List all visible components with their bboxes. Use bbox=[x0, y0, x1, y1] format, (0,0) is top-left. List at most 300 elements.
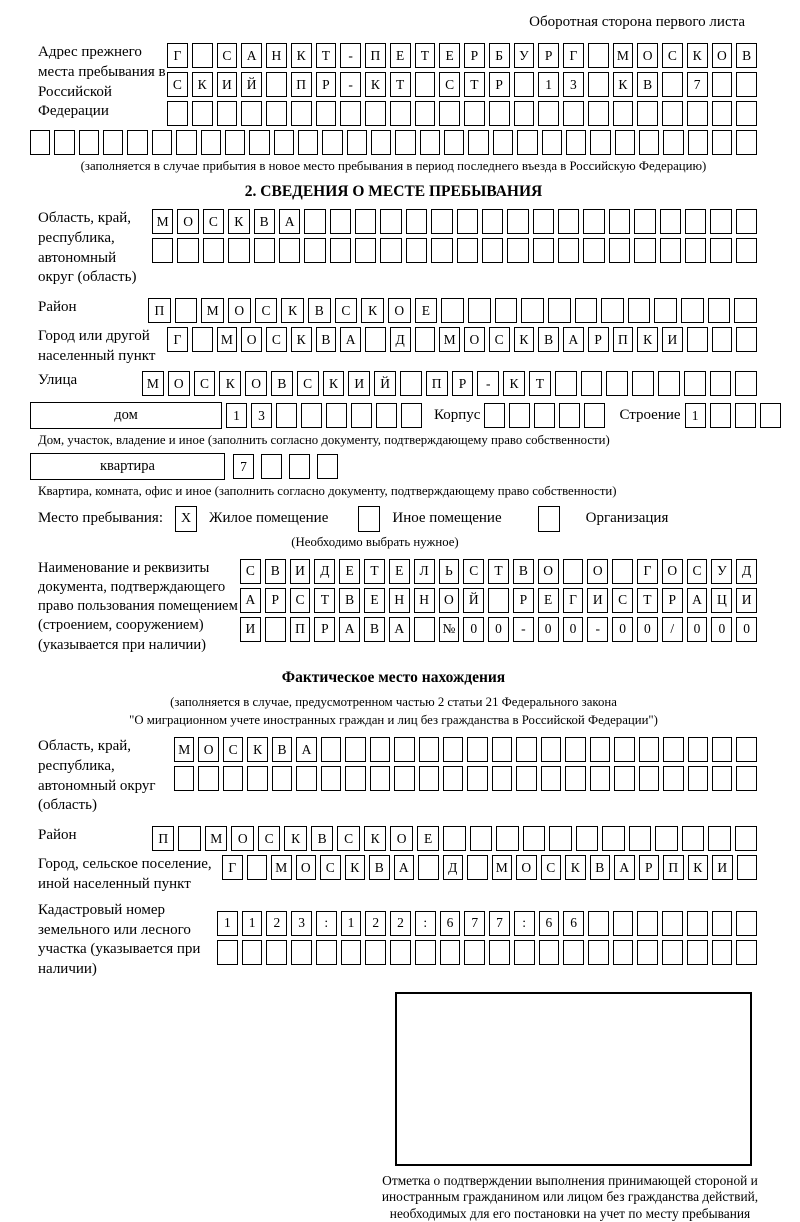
grid-cell[interactable] bbox=[482, 238, 503, 263]
grid-cell[interactable] bbox=[304, 209, 325, 234]
grid-cell[interactable] bbox=[736, 327, 757, 352]
grid-cell[interactable] bbox=[613, 911, 634, 936]
grid-cell[interactable] bbox=[201, 130, 221, 155]
grid-cell[interactable] bbox=[563, 940, 584, 965]
grid-cell[interactable]: - bbox=[340, 72, 361, 97]
grid-cell[interactable] bbox=[688, 130, 708, 155]
grid-cell[interactable]: О bbox=[464, 327, 485, 352]
grid-cell[interactable]: П bbox=[290, 617, 311, 642]
grid-cell[interactable]: 1 bbox=[538, 72, 559, 97]
grid-cell[interactable]: 0 bbox=[563, 617, 584, 642]
grid-cell[interactable] bbox=[734, 298, 757, 323]
grid-cell[interactable] bbox=[341, 940, 362, 965]
grid-cell[interactable] bbox=[542, 130, 562, 155]
grid-cell[interactable] bbox=[365, 940, 386, 965]
grid-cell[interactable]: С bbox=[337, 826, 359, 851]
grid-cell[interactable] bbox=[457, 209, 478, 234]
grid-cell[interactable]: М bbox=[271, 855, 292, 880]
grid-cell[interactable] bbox=[355, 209, 376, 234]
grid-cell[interactable]: К bbox=[284, 826, 306, 851]
grid-cell[interactable]: С bbox=[463, 559, 484, 584]
grid-cell[interactable] bbox=[736, 238, 757, 263]
grid-cell[interactable] bbox=[514, 101, 535, 126]
grid-cell[interactable]: Г bbox=[563, 43, 584, 68]
grid-cell[interactable]: К bbox=[219, 371, 241, 396]
grid-cell[interactable] bbox=[601, 298, 624, 323]
grid-cell[interactable]: О bbox=[439, 588, 460, 613]
grid-cell[interactable] bbox=[418, 855, 439, 880]
grid-cell[interactable]: Е bbox=[389, 559, 410, 584]
grid-cell[interactable] bbox=[395, 130, 415, 155]
grid-cell[interactable]: К bbox=[565, 855, 586, 880]
grid-cell[interactable]: Т bbox=[314, 588, 335, 613]
grid-cell[interactable] bbox=[712, 130, 732, 155]
grid-cell[interactable] bbox=[400, 371, 422, 396]
grid-cell[interactable]: У bbox=[711, 559, 732, 584]
grid-cell[interactable] bbox=[198, 766, 218, 791]
grid-cell[interactable]: : bbox=[316, 911, 337, 936]
grid-cell[interactable] bbox=[660, 238, 681, 263]
grid-cell[interactable] bbox=[609, 209, 630, 234]
grid-cell[interactable]: К bbox=[637, 327, 658, 352]
grid-cell[interactable]: А bbox=[296, 737, 316, 762]
grid-cell[interactable]: Д bbox=[736, 559, 757, 584]
grid-cell[interactable]: М bbox=[152, 209, 173, 234]
grid-cell[interactable] bbox=[736, 940, 757, 965]
grid-cell[interactable] bbox=[439, 101, 460, 126]
grid-cell[interactable] bbox=[637, 940, 658, 965]
grid-cell[interactable]: П bbox=[148, 298, 171, 323]
grid-cell[interactable]: 1 bbox=[685, 403, 706, 428]
grid-cell[interactable]: М bbox=[613, 43, 634, 68]
grid-cell[interactable] bbox=[563, 101, 584, 126]
grid-cell[interactable]: - bbox=[477, 371, 499, 396]
grid-cell[interactable]: В bbox=[265, 559, 286, 584]
grid-cell[interactable] bbox=[736, 130, 756, 155]
grid-cell[interactable]: И bbox=[240, 617, 261, 642]
grid-cell[interactable] bbox=[272, 766, 292, 791]
grid-cell[interactable]: И bbox=[217, 72, 238, 97]
grid-cell[interactable] bbox=[737, 855, 758, 880]
grid-cell[interactable] bbox=[614, 766, 634, 791]
grid-cell[interactable] bbox=[514, 940, 535, 965]
grid-cell[interactable]: 2 bbox=[390, 911, 411, 936]
grid-cell[interactable] bbox=[276, 403, 297, 428]
grid-cell[interactable]: А bbox=[389, 617, 410, 642]
grid-cell[interactable]: 0 bbox=[538, 617, 559, 642]
grid-cell[interactable]: Т bbox=[316, 43, 337, 68]
grid-cell[interactable] bbox=[103, 130, 123, 155]
grid-cell[interactable]: Н bbox=[414, 588, 435, 613]
grid-cell[interactable]: С bbox=[290, 588, 311, 613]
grid-cell[interactable]: И bbox=[662, 327, 683, 352]
grid-cell[interactable] bbox=[347, 130, 367, 155]
grid-cell[interactable]: О bbox=[231, 826, 253, 851]
grid-cell[interactable]: И bbox=[736, 588, 757, 613]
grid-cell[interactable] bbox=[588, 101, 609, 126]
grid-cell[interactable]: О bbox=[587, 559, 608, 584]
grid-cell[interactable] bbox=[687, 101, 708, 126]
grid-cell[interactable]: П bbox=[613, 327, 634, 352]
grid-cell[interactable] bbox=[365, 101, 386, 126]
grid-cell[interactable] bbox=[710, 209, 731, 234]
grid-cell[interactable]: Г bbox=[167, 327, 188, 352]
grid-cell[interactable]: С bbox=[489, 327, 510, 352]
grid-cell[interactable]: С bbox=[662, 43, 683, 68]
grid-cell[interactable] bbox=[242, 940, 263, 965]
grid-cell[interactable] bbox=[602, 826, 624, 851]
grid-cell[interactable]: К bbox=[613, 72, 634, 97]
grid-cell[interactable]: О bbox=[168, 371, 190, 396]
grid-cell[interactable]: С bbox=[223, 737, 243, 762]
grid-cell[interactable] bbox=[523, 826, 545, 851]
grid-cell[interactable] bbox=[127, 130, 147, 155]
grid-cell[interactable]: Р bbox=[316, 72, 337, 97]
grid-cell[interactable] bbox=[637, 911, 658, 936]
grid-cell[interactable]: Т bbox=[488, 559, 509, 584]
grid-cell[interactable] bbox=[613, 101, 634, 126]
grid-cell[interactable] bbox=[415, 327, 436, 352]
grid-cell[interactable] bbox=[558, 238, 579, 263]
grid-cell[interactable] bbox=[380, 238, 401, 263]
grid-cell[interactable]: Л bbox=[414, 559, 435, 584]
grid-cell[interactable]: В bbox=[736, 43, 757, 68]
grid-cell[interactable] bbox=[203, 238, 224, 263]
grid-cell[interactable]: К bbox=[361, 298, 384, 323]
grid-cell[interactable]: 0 bbox=[488, 617, 509, 642]
grid-cell[interactable]: - bbox=[587, 617, 608, 642]
grid-cell[interactable] bbox=[370, 737, 390, 762]
grid-cell[interactable]: Н bbox=[266, 43, 287, 68]
grid-cell[interactable] bbox=[406, 209, 427, 234]
grid-cell[interactable]: 0 bbox=[637, 617, 658, 642]
grid-cell[interactable] bbox=[682, 826, 704, 851]
grid-cell[interactable]: Г bbox=[222, 855, 243, 880]
grid-cell[interactable] bbox=[548, 298, 571, 323]
grid-cell[interactable] bbox=[710, 403, 731, 428]
grid-cell[interactable]: Е bbox=[364, 588, 385, 613]
checkbox-zhiloe[interactable]: X bbox=[175, 506, 197, 532]
grid-cell[interactable]: А bbox=[279, 209, 300, 234]
grid-cell[interactable] bbox=[415, 101, 436, 126]
grid-cell[interactable] bbox=[390, 101, 411, 126]
grid-cell[interactable]: К bbox=[291, 327, 312, 352]
grid-cell[interactable]: А bbox=[394, 855, 415, 880]
grid-cell[interactable]: 1 bbox=[341, 911, 362, 936]
grid-cell[interactable] bbox=[639, 130, 659, 155]
grid-cell[interactable] bbox=[440, 940, 461, 965]
grid-cell[interactable] bbox=[710, 371, 732, 396]
grid-cell[interactable] bbox=[662, 940, 683, 965]
grid-cell[interactable]: 7 bbox=[233, 454, 254, 479]
grid-cell[interactable] bbox=[431, 209, 452, 234]
grid-cell[interactable] bbox=[30, 130, 50, 155]
grid-cell[interactable]: К bbox=[323, 371, 345, 396]
grid-cell[interactable]: П bbox=[291, 72, 312, 97]
grid-cell[interactable]: 3 bbox=[251, 403, 272, 428]
grid-cell[interactable]: К bbox=[192, 72, 213, 97]
grid-cell[interactable] bbox=[254, 238, 275, 263]
grid-cell[interactable] bbox=[521, 298, 544, 323]
grid-cell[interactable]: : bbox=[514, 911, 535, 936]
grid-cell[interactable]: О bbox=[228, 298, 251, 323]
grid-cell[interactable] bbox=[495, 298, 518, 323]
grid-cell[interactable] bbox=[489, 101, 510, 126]
grid-cell[interactable]: М bbox=[142, 371, 164, 396]
grid-cell[interactable]: К bbox=[514, 327, 535, 352]
grid-cell[interactable] bbox=[588, 940, 609, 965]
grid-cell[interactable]: В bbox=[311, 826, 333, 851]
grid-cell[interactable]: Р bbox=[662, 588, 683, 613]
grid-cell[interactable]: Т bbox=[364, 559, 385, 584]
grid-cell[interactable]: Б bbox=[489, 43, 510, 68]
grid-cell[interactable] bbox=[712, 327, 733, 352]
grid-cell[interactable]: О bbox=[712, 43, 733, 68]
grid-cell[interactable]: О bbox=[516, 855, 537, 880]
grid-cell[interactable] bbox=[685, 209, 706, 234]
grid-cell[interactable]: О bbox=[241, 327, 262, 352]
grid-cell[interactable]: Т bbox=[529, 371, 551, 396]
grid-cell[interactable]: А bbox=[240, 588, 261, 613]
grid-cell[interactable]: О bbox=[177, 209, 198, 234]
grid-cell[interactable] bbox=[612, 559, 633, 584]
checkbox-organizatsiya[interactable] bbox=[538, 506, 560, 532]
grid-cell[interactable] bbox=[684, 371, 706, 396]
grid-cell[interactable]: Е bbox=[390, 43, 411, 68]
grid-cell[interactable] bbox=[406, 238, 427, 263]
grid-cell[interactable] bbox=[322, 130, 342, 155]
grid-cell[interactable]: Н bbox=[389, 588, 410, 613]
grid-cell[interactable]: О bbox=[637, 43, 658, 68]
grid-cell[interactable] bbox=[301, 403, 322, 428]
grid-cell[interactable]: В bbox=[590, 855, 611, 880]
grid-cell[interactable] bbox=[176, 130, 196, 155]
grid-cell[interactable]: 3 bbox=[563, 72, 584, 97]
grid-cell[interactable]: А bbox=[339, 617, 360, 642]
grid-cell[interactable] bbox=[223, 766, 243, 791]
grid-cell[interactable] bbox=[457, 238, 478, 263]
grid-cell[interactable] bbox=[467, 855, 488, 880]
grid-cell[interactable] bbox=[401, 403, 422, 428]
grid-cell[interactable] bbox=[735, 403, 756, 428]
grid-cell[interactable]: Г bbox=[563, 588, 584, 613]
grid-cell[interactable]: В bbox=[637, 72, 658, 97]
grid-cell[interactable]: Р bbox=[314, 617, 335, 642]
grid-cell[interactable]: В bbox=[254, 209, 275, 234]
grid-cell[interactable] bbox=[79, 130, 99, 155]
grid-cell[interactable] bbox=[174, 766, 194, 791]
grid-cell[interactable] bbox=[736, 766, 756, 791]
grid-cell[interactable] bbox=[443, 737, 463, 762]
grid-cell[interactable]: 0 bbox=[711, 617, 732, 642]
grid-cell[interactable]: - bbox=[340, 43, 361, 68]
grid-cell[interactable] bbox=[467, 737, 487, 762]
grid-cell[interactable] bbox=[565, 766, 585, 791]
grid-cell[interactable] bbox=[351, 403, 372, 428]
grid-cell[interactable] bbox=[712, 72, 733, 97]
grid-cell[interactable] bbox=[321, 766, 341, 791]
grid-cell[interactable] bbox=[241, 101, 262, 126]
checkbox-inoe[interactable] bbox=[358, 506, 380, 532]
grid-cell[interactable] bbox=[654, 298, 677, 323]
grid-cell[interactable]: К bbox=[281, 298, 304, 323]
grid-cell[interactable]: А bbox=[614, 855, 635, 880]
grid-cell[interactable]: Р bbox=[538, 43, 559, 68]
grid-cell[interactable]: Р bbox=[513, 588, 534, 613]
grid-cell[interactable] bbox=[609, 238, 630, 263]
grid-cell[interactable] bbox=[345, 737, 365, 762]
grid-cell[interactable] bbox=[663, 737, 683, 762]
grid-cell[interactable]: О bbox=[538, 559, 559, 584]
grid-cell[interactable]: Р bbox=[464, 43, 485, 68]
grid-cell[interactable] bbox=[712, 766, 732, 791]
grid-cell[interactable] bbox=[516, 766, 536, 791]
grid-cell[interactable] bbox=[710, 238, 731, 263]
grid-cell[interactable]: Р bbox=[452, 371, 474, 396]
grid-cell[interactable] bbox=[289, 454, 310, 479]
grid-cell[interactable] bbox=[588, 911, 609, 936]
grid-cell[interactable]: И bbox=[587, 588, 608, 613]
grid-cell[interactable]: Т bbox=[390, 72, 411, 97]
grid-cell[interactable]: К bbox=[291, 43, 312, 68]
grid-cell[interactable] bbox=[415, 72, 436, 97]
grid-cell[interactable]: В bbox=[513, 559, 534, 584]
grid-cell[interactable] bbox=[639, 766, 659, 791]
grid-cell[interactable]: В bbox=[308, 298, 331, 323]
grid-cell[interactable] bbox=[584, 403, 605, 428]
grid-cell[interactable] bbox=[192, 101, 213, 126]
grid-cell[interactable]: А bbox=[563, 327, 584, 352]
grid-cell[interactable]: М bbox=[201, 298, 224, 323]
grid-cell[interactable] bbox=[613, 940, 634, 965]
grid-cell[interactable] bbox=[514, 72, 535, 97]
grid-cell[interactable] bbox=[443, 766, 463, 791]
grid-cell[interactable] bbox=[629, 826, 651, 851]
grid-cell[interactable]: В bbox=[316, 327, 337, 352]
grid-cell[interactable]: К bbox=[365, 72, 386, 97]
grid-cell[interactable]: Д bbox=[314, 559, 335, 584]
grid-cell[interactable]: П bbox=[663, 855, 684, 880]
grid-cell[interactable]: С bbox=[258, 826, 280, 851]
grid-cell[interactable]: В bbox=[364, 617, 385, 642]
grid-cell[interactable] bbox=[415, 940, 436, 965]
grid-cell[interactable]: - bbox=[513, 617, 534, 642]
grid-cell[interactable] bbox=[365, 327, 386, 352]
grid-cell[interactable]: Т bbox=[415, 43, 436, 68]
grid-cell[interactable] bbox=[330, 209, 351, 234]
grid-cell[interactable] bbox=[345, 766, 365, 791]
grid-cell[interactable] bbox=[316, 101, 337, 126]
grid-cell[interactable]: 2 bbox=[365, 911, 386, 936]
grid-cell[interactable]: 0 bbox=[612, 617, 633, 642]
grid-cell[interactable]: М bbox=[217, 327, 238, 352]
grid-cell[interactable] bbox=[468, 298, 491, 323]
grid-cell[interactable] bbox=[492, 766, 512, 791]
grid-cell[interactable]: Й bbox=[241, 72, 262, 97]
grid-cell[interactable] bbox=[464, 940, 485, 965]
grid-cell[interactable] bbox=[493, 130, 513, 155]
grid-cell[interactable] bbox=[516, 737, 536, 762]
grid-cell[interactable] bbox=[330, 238, 351, 263]
grid-cell[interactable] bbox=[637, 101, 658, 126]
grid-cell[interactable] bbox=[662, 101, 683, 126]
grid-cell[interactable]: 7 bbox=[464, 911, 485, 936]
grid-cell[interactable]: П bbox=[152, 826, 174, 851]
grid-cell[interactable] bbox=[712, 101, 733, 126]
grid-cell[interactable] bbox=[266, 940, 287, 965]
grid-cell[interactable]: Р bbox=[265, 588, 286, 613]
grid-cell[interactable]: В bbox=[272, 737, 292, 762]
grid-cell[interactable] bbox=[178, 826, 200, 851]
grid-cell[interactable] bbox=[736, 72, 757, 97]
grid-cell[interactable] bbox=[658, 371, 680, 396]
grid-cell[interactable] bbox=[760, 403, 781, 428]
grid-cell[interactable] bbox=[687, 327, 708, 352]
grid-cell[interactable] bbox=[614, 737, 634, 762]
grid-cell[interactable] bbox=[507, 209, 528, 234]
grid-cell[interactable]: С bbox=[266, 327, 287, 352]
grid-cell[interactable]: И bbox=[712, 855, 733, 880]
grid-cell[interactable] bbox=[228, 238, 249, 263]
grid-cell[interactable] bbox=[175, 298, 198, 323]
grid-cell[interactable] bbox=[563, 559, 584, 584]
grid-cell[interactable]: 1 bbox=[242, 911, 263, 936]
grid-cell[interactable] bbox=[736, 209, 757, 234]
grid-cell[interactable] bbox=[590, 766, 610, 791]
grid-cell[interactable] bbox=[370, 766, 390, 791]
grid-cell[interactable] bbox=[321, 737, 341, 762]
grid-cell[interactable] bbox=[575, 298, 598, 323]
grid-cell[interactable]: К bbox=[503, 371, 525, 396]
grid-cell[interactable]: Г bbox=[637, 559, 658, 584]
grid-cell[interactable]: М bbox=[205, 826, 227, 851]
grid-cell[interactable]: Е bbox=[538, 588, 559, 613]
grid-cell[interactable]: Р bbox=[639, 855, 660, 880]
grid-cell[interactable] bbox=[355, 238, 376, 263]
grid-cell[interactable] bbox=[541, 766, 561, 791]
grid-cell[interactable] bbox=[509, 403, 530, 428]
grid-cell[interactable]: Р bbox=[588, 327, 609, 352]
grid-cell[interactable]: О bbox=[296, 855, 317, 880]
grid-cell[interactable] bbox=[291, 101, 312, 126]
grid-cell[interactable]: 1 bbox=[217, 911, 238, 936]
grid-cell[interactable] bbox=[655, 826, 677, 851]
grid-cell[interactable] bbox=[581, 371, 603, 396]
grid-cell[interactable]: О bbox=[390, 826, 412, 851]
grid-cell[interactable] bbox=[152, 130, 172, 155]
grid-cell[interactable] bbox=[538, 101, 559, 126]
grid-cell[interactable] bbox=[249, 130, 269, 155]
grid-cell[interactable]: 1 bbox=[226, 403, 247, 428]
grid-cell[interactable] bbox=[340, 101, 361, 126]
grid-cell[interactable]: Е bbox=[417, 826, 439, 851]
grid-cell[interactable]: Е bbox=[439, 43, 460, 68]
grid-cell[interactable]: Ц bbox=[711, 588, 732, 613]
grid-cell[interactable] bbox=[736, 101, 757, 126]
grid-cell[interactable]: С bbox=[612, 588, 633, 613]
grid-cell[interactable] bbox=[628, 298, 651, 323]
grid-cell[interactable] bbox=[488, 588, 509, 613]
grid-cell[interactable] bbox=[634, 209, 655, 234]
grid-cell[interactable]: К bbox=[364, 826, 386, 851]
grid-cell[interactable] bbox=[541, 737, 561, 762]
grid-cell[interactable] bbox=[565, 737, 585, 762]
grid-cell[interactable]: М bbox=[492, 855, 513, 880]
grid-cell[interactable]: 2 bbox=[266, 911, 287, 936]
grid-cell[interactable] bbox=[444, 130, 464, 155]
grid-cell[interactable]: Е bbox=[339, 559, 360, 584]
grid-cell[interactable] bbox=[539, 940, 560, 965]
